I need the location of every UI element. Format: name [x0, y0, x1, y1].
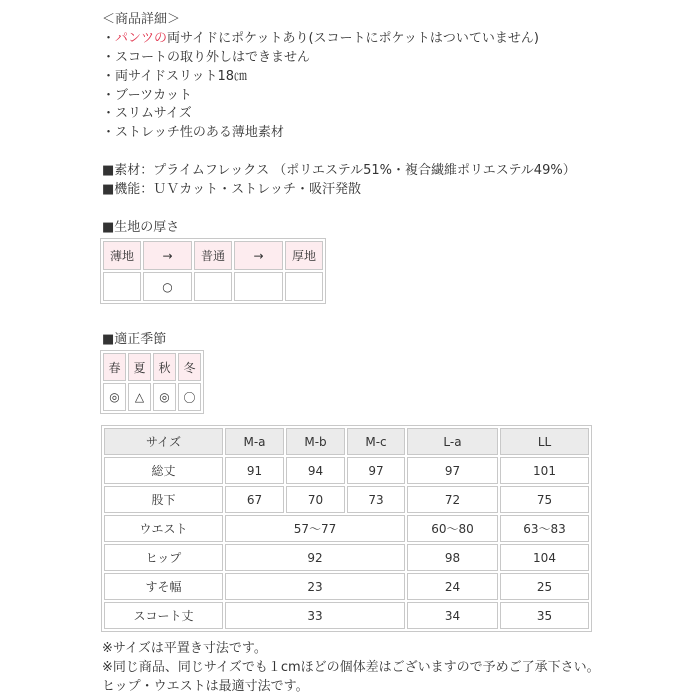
material-line: ■素材：プライムフレックス （ポリエステル51%・複合繊維ポリエステル49%） — [102, 163, 576, 178]
cell: 25 — [500, 573, 589, 600]
row-label: スコート丈 — [104, 602, 223, 629]
row-label: 股下 — [104, 486, 223, 513]
table-row — [104, 457, 589, 484]
cell: 97 — [347, 457, 405, 484]
cell: 23 — [225, 573, 405, 600]
details-item: ・ストレッチ性のある薄地素材 — [102, 125, 284, 140]
size-header: LL — [500, 428, 589, 455]
bullet: ・ — [102, 31, 116, 46]
season-title: ■適正季節 — [102, 332, 167, 347]
table-row — [104, 544, 589, 571]
cell: 60〜80 — [407, 515, 498, 542]
cell: 94 — [286, 457, 345, 484]
cell: 24 — [407, 573, 498, 600]
pocket-text: 両サイドにポケットあり(スコートにポケットはついていません) — [167, 31, 539, 46]
season-header: 冬 — [178, 353, 201, 381]
cell: 33 — [225, 602, 405, 629]
cell: 63〜83 — [500, 515, 589, 542]
size-header: M-a — [225, 428, 284, 455]
cell: 72 — [407, 486, 498, 513]
table-row — [104, 602, 589, 629]
thickness-table — [100, 238, 326, 304]
details-item: ・スリムサイズ — [102, 106, 192, 121]
season-mark: △ — [128, 383, 151, 411]
details-item-pocket — [102, 30, 539, 48]
season-header: 秋 — [153, 353, 176, 381]
table-row — [104, 573, 589, 600]
pants-highlight: パンツの — [115, 31, 168, 46]
cell: 92 — [225, 544, 405, 571]
thickness-mark — [194, 272, 232, 301]
note: ※サイズは平置き寸法です。 — [102, 641, 267, 656]
size-table — [101, 425, 592, 632]
cell: 104 — [500, 544, 589, 571]
cell: 75 — [500, 486, 589, 513]
season-table — [100, 350, 204, 414]
size-header: L-a — [407, 428, 498, 455]
table-row — [104, 515, 589, 542]
function-line: ■機能：ＵＶカット・ストレッチ・吸汗発散 — [102, 182, 362, 197]
details-item: ・スコートの取り外しはできません — [102, 50, 311, 65]
size-header: M-c — [347, 428, 405, 455]
season-header: 春 — [103, 353, 126, 381]
thickness-mark — [285, 272, 323, 301]
thickness-header: → — [143, 241, 192, 270]
details-item: ・両サイドスリット18㎝ — [102, 69, 247, 84]
note: ※同じ商品、同じサイズでも１cmほどの個体差はございますので予めご了承下さい。 — [102, 660, 600, 675]
cell: 98 — [407, 544, 498, 571]
details-title: ＜商品詳細＞ — [102, 12, 181, 27]
thickness-header: 薄地 — [103, 241, 141, 270]
details-item: ・ブーツカット — [102, 88, 192, 103]
thickness-header: 厚地 — [285, 241, 323, 270]
row-label: 総丈 — [104, 457, 223, 484]
row-label: ヒップ — [104, 544, 223, 571]
cell: 35 — [500, 602, 589, 629]
cell: 70 — [286, 486, 345, 513]
season-header: 夏 — [128, 353, 151, 381]
cell: 34 — [407, 602, 498, 629]
row-label: ウエスト — [104, 515, 223, 542]
season-mark: ◎ — [153, 383, 176, 411]
thickness-mark: ○ — [143, 272, 192, 301]
cell: 73 — [347, 486, 405, 513]
size-header: サイズ — [104, 428, 223, 455]
cell: 97 — [407, 457, 498, 484]
note: ヒップ・ウエストは最適寸法です。 — [102, 679, 309, 694]
cell: 67 — [225, 486, 284, 513]
thickness-title: ■生地の厚さ — [102, 220, 180, 235]
row-label: すそ幅 — [104, 573, 223, 600]
season-mark: ◎ — [103, 383, 126, 411]
cell: 57〜77 — [225, 515, 405, 542]
thickness-mark — [103, 272, 141, 301]
thickness-header: 普通 — [194, 241, 232, 270]
season-mark: 〇 — [178, 383, 201, 411]
cell: 91 — [225, 457, 284, 484]
size-header: M-b — [286, 428, 345, 455]
thickness-header: → — [234, 241, 283, 270]
table-row — [104, 486, 589, 513]
cell: 101 — [500, 457, 589, 484]
thickness-mark — [234, 272, 283, 301]
